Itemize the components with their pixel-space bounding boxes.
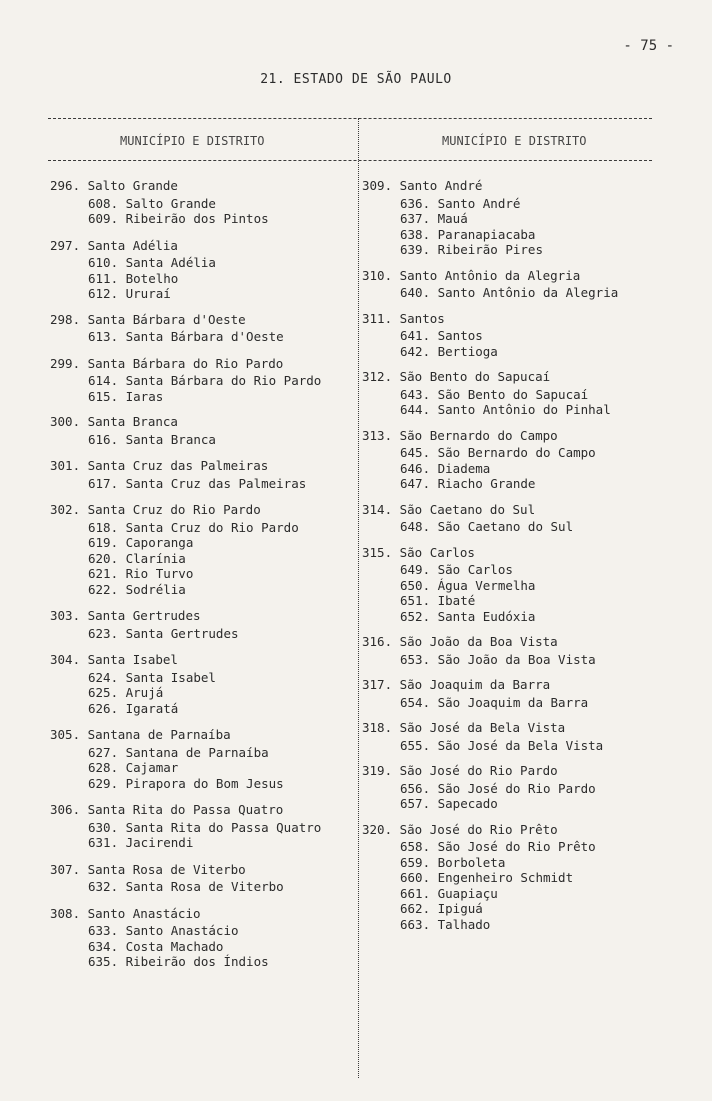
municipio-entry bbox=[362, 720, 672, 753]
distrito-item: 660. Engenheiro Schmidt bbox=[400, 870, 574, 885]
distrito-item: 654. São Joaquim da Barra bbox=[400, 694, 589, 710]
municipio-name: 320. São José do Rio Prêto bbox=[362, 821, 558, 837]
distrito-item: 652. Santa Eudóxia bbox=[400, 608, 536, 624]
municipio-entry bbox=[362, 677, 672, 710]
distrito-item: 614. Santa Bárbara do Rio Pardo bbox=[88, 373, 322, 388]
distrito-item: 621. Rio Turvo bbox=[88, 566, 194, 581]
municipio-entry bbox=[50, 356, 350, 405]
distrito-item: 616. Santa Branca bbox=[88, 431, 216, 447]
distrito-item: 661. Guapiaçu bbox=[400, 885, 498, 901]
distrito-item: 643. São Bento do Sapucaí bbox=[400, 386, 589, 402]
distrito-item: 622. Sodrélia bbox=[88, 581, 186, 597]
distrito-item: 642. Bertioga bbox=[400, 343, 498, 359]
distrito-item: 618. Santa Cruz do Rio Pardo bbox=[88, 519, 299, 535]
distrito-item: 638. Paranapiacaba bbox=[400, 226, 536, 242]
municipio-entry bbox=[50, 906, 350, 970]
distrito-item: 624. Santa Isabel bbox=[88, 669, 216, 685]
distrito-item: 608. Salto Grande bbox=[88, 195, 216, 211]
page-number: - 75 - bbox=[623, 38, 674, 54]
distrito-item: 639. Ribeirão Pires bbox=[400, 242, 543, 257]
distrito-item: 626. Igaratá bbox=[88, 700, 179, 716]
distrito-item: 651. Ibaté bbox=[400, 593, 476, 608]
distrito-item: 611. Botelho bbox=[88, 270, 179, 286]
distrito-item: 629. Pirapora do Bom Jesus bbox=[88, 775, 284, 791]
distrito-item: 649. São Carlos bbox=[400, 562, 513, 577]
municipio-entry bbox=[50, 458, 350, 491]
distrito-item: 627. Santana de Parnaíba bbox=[88, 744, 269, 760]
distrito-item: 648. São Caetano do Sul bbox=[400, 519, 574, 534]
distrito-item: 641. Santos bbox=[400, 328, 483, 343]
municipio-entry bbox=[362, 502, 672, 535]
distrito-item: 650. Água Vermelha bbox=[400, 577, 536, 593]
municipio-name: 301. Santa Cruz das Palmeiras bbox=[50, 458, 269, 473]
distrito-item: 617. Santa Cruz das Palmeiras bbox=[88, 475, 307, 491]
distrito-item: 655. São José da Bela Vista bbox=[400, 737, 604, 753]
municipio-entry bbox=[50, 862, 350, 895]
left-column bbox=[50, 178, 350, 970]
distrito-item: 630. Santa Rita do Passa Quatro bbox=[88, 819, 322, 835]
distrito-item: 615. Iaras bbox=[88, 388, 164, 404]
municipio-name: 318. São José da Bela Vista bbox=[362, 720, 566, 735]
municipio-name: 297. Santa Adélia bbox=[50, 237, 178, 253]
header-rule bbox=[48, 160, 652, 161]
municipio-entry bbox=[362, 428, 672, 492]
distrito-item: 620. Clarínia bbox=[88, 550, 186, 566]
right-column bbox=[362, 178, 672, 932]
distrito-item: 634. Costa Machado bbox=[88, 938, 224, 954]
distrito-item: 636. Santo André bbox=[400, 195, 521, 211]
municipio-name: 302. Santa Cruz do Rio Pardo bbox=[50, 502, 261, 517]
municipio-entry bbox=[362, 268, 672, 301]
municipio-entry bbox=[50, 414, 350, 447]
distrito-item: 613. Santa Bárbara d'Oeste bbox=[88, 329, 284, 344]
distrito-item: 635. Ribeirão dos Índios bbox=[88, 954, 269, 969]
distrito-item: 633. Santo Anastácio bbox=[88, 923, 239, 938]
distrito-item: 647. Riacho Grande bbox=[400, 476, 536, 491]
distrito-item: 610. Santa Adélia bbox=[88, 255, 216, 270]
municipio-entry bbox=[50, 178, 350, 227]
municipio-entry bbox=[362, 311, 672, 360]
municipio-entry bbox=[362, 763, 672, 812]
distrito-item: 640. Santo Antônio da Alegria bbox=[400, 285, 619, 300]
distrito-item: 619. Caporanga bbox=[88, 535, 194, 550]
municipio-name: 310. Santo Antônio da Alegria bbox=[362, 267, 581, 283]
municipio-entry bbox=[362, 545, 672, 625]
distrito-item: 657. Sapecado bbox=[400, 796, 498, 811]
municipio-entry bbox=[50, 727, 350, 791]
municipio-name: 304. Santa Isabel bbox=[50, 652, 178, 667]
column-divider bbox=[358, 118, 359, 1078]
distrito-item: 644. Santo Antônio do Pinhal bbox=[400, 402, 611, 417]
distrito-item: 631. Jacirendi bbox=[88, 835, 194, 850]
distrito-item: 609. Ribeirão dos Pintos bbox=[88, 211, 269, 226]
municipio-name: 298. Santa Bárbara d'Oeste bbox=[50, 311, 246, 327]
municipio-name: 313. São Bernardo do Campo bbox=[362, 427, 558, 443]
municipio-name: 317. São Joaquim da Barra bbox=[362, 677, 551, 692]
distrito-item: 628. Cajamar bbox=[88, 760, 179, 775]
municipio-entry bbox=[50, 502, 350, 597]
municipio-entry bbox=[50, 238, 350, 302]
page-title: 21. ESTADO DE SÃO PAULO bbox=[260, 72, 452, 87]
distrito-item: 653. São João da Boa Vista bbox=[400, 651, 596, 667]
municipio-name: 305. Santana de Parnaíba bbox=[50, 727, 231, 742]
municipio-entry bbox=[362, 178, 672, 258]
municipio-name: 315. São Carlos bbox=[362, 544, 475, 560]
distrito-item: 625. Arujá bbox=[88, 685, 164, 700]
municipio-name: 307. Santa Rosa de Viterbo bbox=[50, 861, 246, 877]
municipio-name: 296. Salto Grande bbox=[50, 178, 178, 193]
municipio-name: 309. Santo André bbox=[362, 178, 483, 193]
municipio-name: 299. Santa Bárbara do Rio Pardo bbox=[50, 355, 284, 371]
distrito-item: 645. São Bernardo do Campo bbox=[400, 445, 596, 460]
distrito-item: 632. Santa Rosa de Viterbo bbox=[88, 879, 284, 894]
distrito-item: 658. São José do Rio Prêto bbox=[400, 839, 596, 854]
municipio-name: 319. São José do Rio Pardo bbox=[362, 763, 558, 778]
municipio-name: 308. Santo Anastácio bbox=[50, 905, 201, 921]
distrito-item: 623. Santa Gertrudes bbox=[88, 625, 239, 641]
municipio-name: 303. Santa Gertrudes bbox=[50, 608, 201, 623]
municipio-entry bbox=[50, 802, 350, 851]
municipio-entry bbox=[362, 822, 672, 933]
municipio-name: 314. São Caetano do Sul bbox=[362, 501, 536, 517]
municipio-entry bbox=[50, 652, 350, 716]
distrito-item: 656. São José do Rio Pardo bbox=[400, 780, 596, 796]
municipio-entry bbox=[362, 634, 672, 667]
distrito-item: 662. Ipiguá bbox=[400, 901, 483, 916]
municipio-name: 311. Santos bbox=[362, 310, 445, 326]
distrito-item: 663. Talhado bbox=[400, 916, 491, 932]
municipio-name: 316. São João da Boa Vista bbox=[362, 634, 558, 649]
left-column-header: MUNICÍPIO E DISTRITO bbox=[120, 134, 265, 148]
distrito-item: 646. Diadema bbox=[400, 460, 491, 476]
top-rule bbox=[48, 118, 652, 119]
municipio-name: 300. Santa Branca bbox=[50, 414, 178, 429]
right-column-header: MUNICÍPIO E DISTRITO bbox=[442, 134, 587, 148]
distrito-item: 612. Ururaí bbox=[88, 286, 171, 301]
municipio-name: 306. Santa Rita do Passa Quatro bbox=[50, 802, 284, 817]
distrito-item: 637. Mauá bbox=[400, 211, 468, 226]
municipio-entry bbox=[50, 312, 350, 345]
municipio-entry bbox=[362, 369, 672, 418]
municipio-name: 312. São Bento do Sapucaí bbox=[362, 369, 551, 384]
municipio-entry bbox=[50, 608, 350, 641]
distrito-item: 659. Borboleta bbox=[400, 854, 506, 870]
